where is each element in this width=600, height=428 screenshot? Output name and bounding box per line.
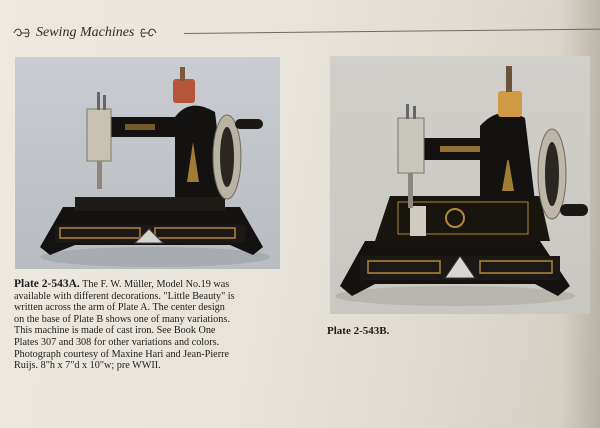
photo-plate-a [15,57,280,269]
caption-line-5: This machine is made of cast iron. See Book One [14,325,216,337]
right-scroll-ornament-icon [138,26,158,40]
sewing-machine-a-image [15,57,280,269]
left-scroll-ornament-icon [12,26,32,40]
section-header [12,22,592,44]
caption-line-3: written across the arm of Plate A. The center design [14,302,225,314]
caption-line-4: on the base of Plate B shows one of many variations. [14,313,230,325]
caption-plate-a [14,279,284,372]
caption-line-8: Ruijs. 8"h x 7"d x 10"w; pre WWII. [14,360,161,372]
caption-line-6: Plates 307 and 308 for other variations and colors. [14,336,220,348]
sewing-machine-b-image [330,56,590,314]
photo-plate-b [330,56,590,314]
caption-line-7: Photograph courtesy of Maxine Hari and Jean-Pierre [14,348,230,360]
caption-line-2: available with different decorations. "Little Beauty" is [14,290,235,302]
header-rule [184,29,600,34]
caption-plate-b: Plate 2-543B. [327,325,390,337]
caption-line-1: Plate 2-543A. The F. W. Müller, Model No.19 was [14,279,230,290]
section-title: Sewing Machines [36,25,135,40]
plate-a-label: Plate 2-543A. [14,279,80,290]
